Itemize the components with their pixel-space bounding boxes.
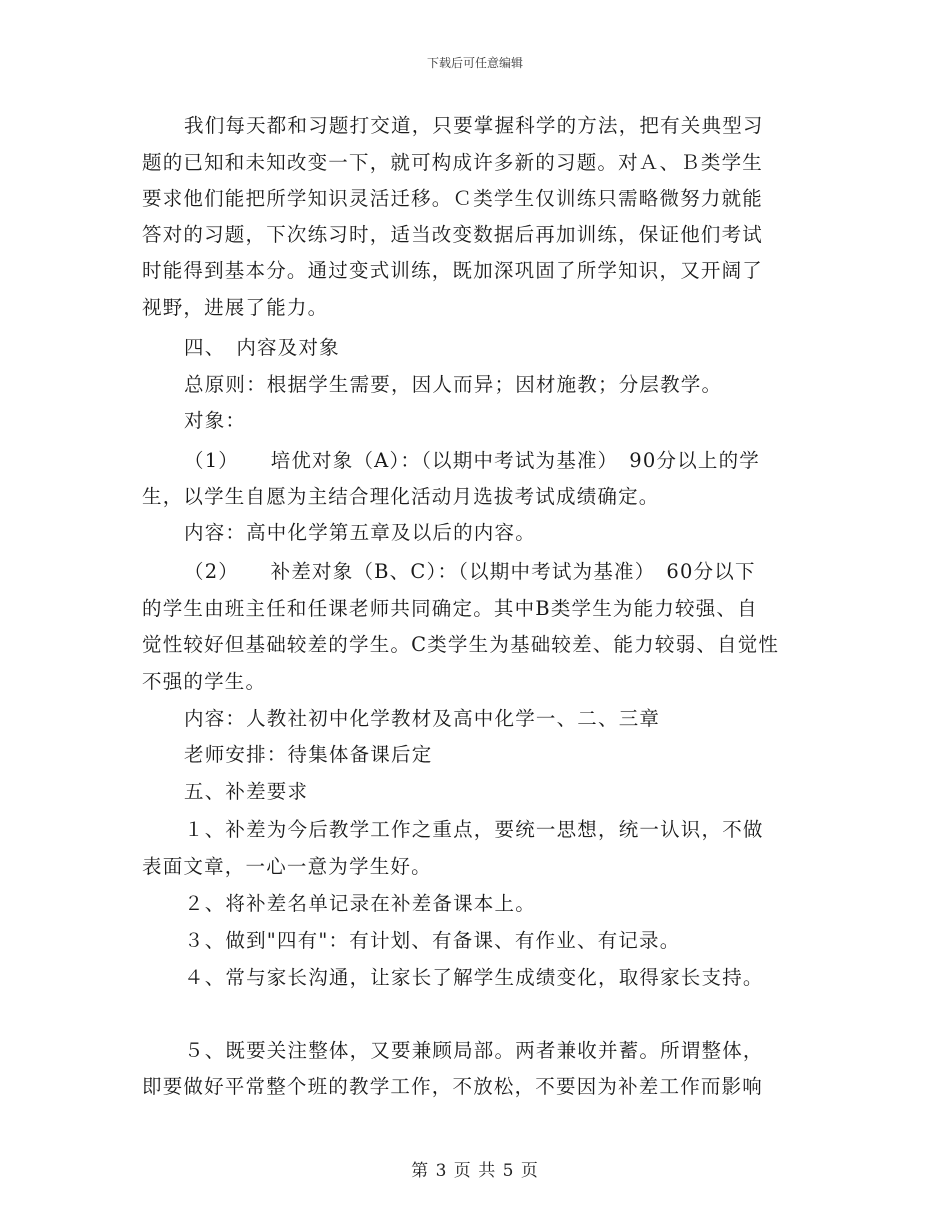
paragraph-line: 不强的学生。 bbox=[142, 670, 267, 693]
paragraph-line: 题的已知和未知改变一下，就可构成许多新的习题。对Ａ、Ｂ类学生 bbox=[142, 151, 764, 174]
paragraph-line: 要求他们能把所学知识灵活迁移。Ｃ类学生仅训练只需略微努力就能 bbox=[142, 187, 764, 210]
paragraph-line: 生，以学生自愿为主结合理化活动月选拔考试成绩确定。 bbox=[142, 485, 660, 508]
paragraph-line: 对象： bbox=[184, 409, 247, 432]
page-footer: 第 3 页 共 5 页 bbox=[411, 1161, 539, 1181]
paragraph-line: 时能得到基本分。通过变式训练，既加深巩固了所学知识，又开阔了 bbox=[142, 259, 764, 282]
paragraph-line: 视野，进展了能力。 bbox=[142, 296, 329, 319]
paragraph-line: 我们每天都和习题打交道，只要掌握科学的方法，把有关典型习 bbox=[184, 114, 764, 137]
paragraph-line: 老师安排：待集体备课后定 bbox=[184, 743, 433, 766]
paragraph-line: 内容：人教社初中化学教材及高中化学一、二、三章 bbox=[184, 707, 661, 730]
paragraph-line: （2） 补差对象（B、C）：（以期中考试为基准） 60分以下 bbox=[184, 560, 756, 583]
list-item: ３、做到"四有"：有计划、有备课、有作业、有记录。 bbox=[184, 929, 681, 952]
list-item: ４、常与家长沟通，让家长了解学生成绩变化，取得家长支持。 bbox=[184, 966, 764, 989]
paragraph-line: 表面文章，一心一意为学生好。 bbox=[142, 855, 432, 878]
paragraph-line: 的学生由班主任和任课老师共同确定。其中B类学生为能力较强、自 bbox=[142, 597, 758, 620]
paragraph-line: 内容：高中化学第五章及以后的内容。 bbox=[184, 521, 536, 544]
section-heading: 五、补差要求 bbox=[184, 780, 309, 803]
paragraph-line: （1） 培优对象（A）：（以期中考试为基准） 90分以上的学 bbox=[184, 449, 761, 472]
list-item: ５、既要关注整体，又要兼顾局部。两者兼收并蓄。所谓整体， bbox=[184, 1039, 764, 1062]
paragraph-line: 答对的习题，下次练习时，适当改变数据后再加训练，保证他们考试 bbox=[142, 223, 764, 246]
list-item: １、补差为今后教学工作之重点，要统一思想，统一认识，不做 bbox=[184, 818, 764, 841]
section-heading: 四、 内容及对象 bbox=[184, 336, 340, 359]
page-header: 下载后可任意编辑 bbox=[426, 56, 523, 70]
paragraph-line: 即要做好平常整个班的教学工作，不放松，不要因为补差工作而影响 bbox=[142, 1075, 764, 1098]
paragraph-line: 总原则：根据学生需要，因人而异；因材施教；分层教学。 bbox=[184, 373, 723, 396]
paragraph-line: 觉性较好但基础较差的学生。C类学生为基础较差、能力较弱、自觉性 bbox=[142, 633, 780, 656]
list-item: ２、将补差名单记录在补差备课本上。 bbox=[184, 892, 536, 915]
